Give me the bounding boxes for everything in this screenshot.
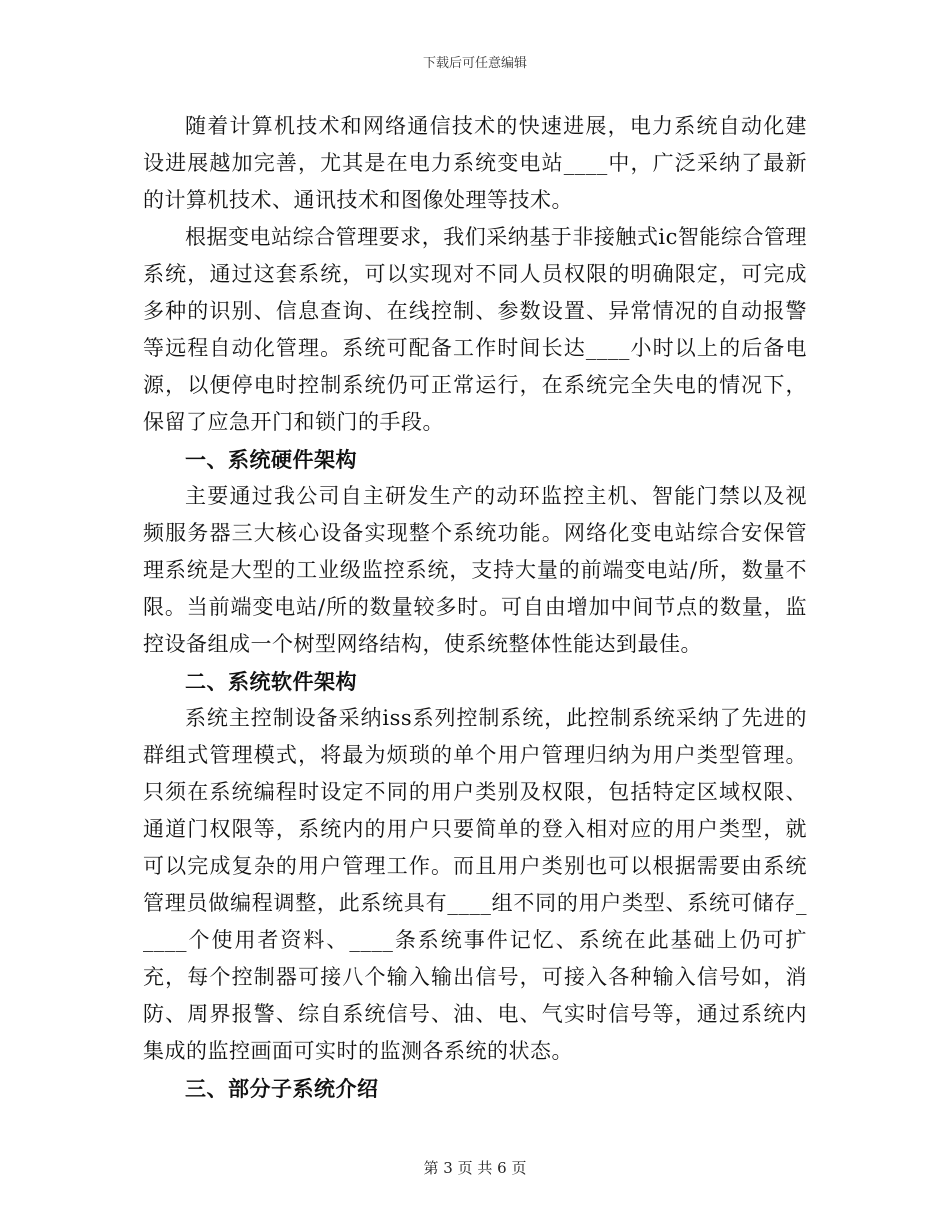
page-footer: 第 3 页 共 6 页 <box>423 1159 527 1177</box>
paragraph-intro: 随着计算机技术和网络通信技术的快速进展，电力系统自动化建设进展越加完善，尤其是在电力系统变电站____中，广泛采纳了最新的计算机技术、通讯技术和图像处理等技术。 <box>143 114 807 212</box>
paragraph-hardware: 主要通过我公司自主研发生产的动环监控主机、智能门禁以及视频服务器三大核心设备实现整个系统功能。网络化变电站综合安保管理系统是大型的工业级监控系统，支持大量的前端变电站/所，数量不限。当前端变电站/所的数量较多时。可自由增加中间节点的数量，监控设备组成一个树型网络结构，使系统整体性能达到最佳。 <box>143 484 807 656</box>
heading-subsystems: 三、部分子系统介绍 <box>185 1076 379 1101</box>
paragraph-management: 根据变电站综合管理要求，我们采纳基于非接触式ic智能综合管理系统，通过这套系统，可以实现对不同人员权限的明确限定，可完成多种的识别、信息查询、在线控制、参数设置、异常情况的自动报警等远程自动化管理。系统可配备工作时间长达____小时以上的后备电源，以便停电时控制系统仍可正常运行，在系统完全失电的情况下，保留了应急开门和锁门的手段。 <box>143 225 807 434</box>
paragraph-software: 系统主控制设备采纳iss系列控制系统，此控制系统采纳了先进的群组式管理模式，将最为烦琐的单个用户管理归纳为用户类型管理。只须在系统编程时设定不同的用户类别及权限，包括特定区域权限、通道门权限等，系统内的用户只要简单的登入相对应的用户类型，就可以完成复杂的用户管理工作。而且用户类别也可以根据需要由系统管理员做编程调整，此系统具有____组不同的用户类型、系统可储存_____个使用者资料、____条系统事件记忆、系统在此基础上仍可扩充，每个控制器可接八个输入输出信号，可接入各种输入信号如，消防、周界报警、综自系统信号、油、电、气实时信号等，通过系统内集成的监控画面可实时的监测各系统的状态。 <box>143 706 807 1063</box>
heading-software: 二、系统软件架构 <box>185 669 357 694</box>
heading-hardware: 一、系统硬件架构 <box>185 447 357 472</box>
document-body <box>143 108 807 1107</box>
page-header: 下载后可任意编辑 <box>422 56 527 71</box>
